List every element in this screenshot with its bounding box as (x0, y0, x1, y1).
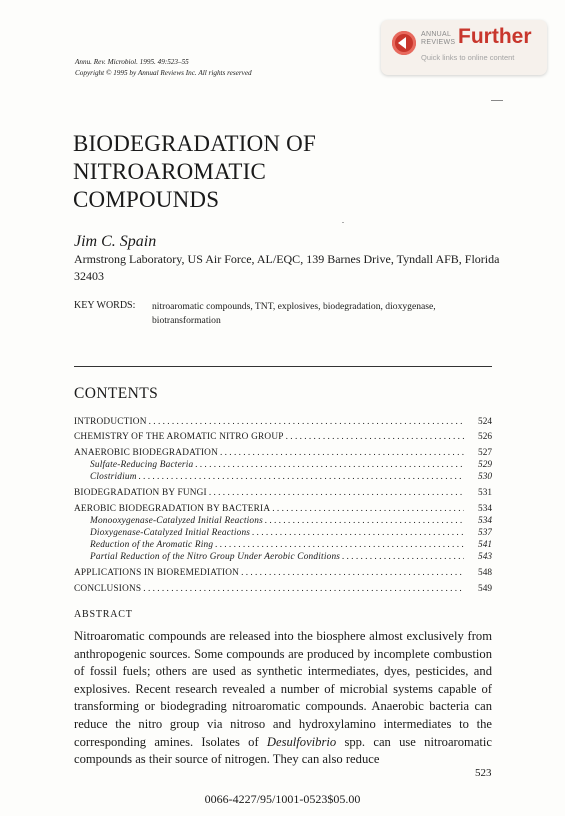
toc-leader-dots (340, 552, 464, 562)
toc-leader-dots (250, 528, 464, 538)
journal-citation: Annu. Rev. Microbiol. 1995. 49:523–55 (75, 58, 189, 66)
title-line: BIODEGRADATION OF (73, 131, 316, 156)
toc-leader-dots (147, 417, 464, 427)
article-code: 0066-4227/95/1001-0523$05.00 (204, 792, 361, 806)
annual-reviews-further-badge[interactable] (381, 20, 547, 75)
badge-reviews-text: REVIEWS (421, 39, 456, 46)
toc-item-page: 530 (478, 472, 492, 482)
journal-copyright: Copyright © 1995 by Annual Reviews Inc. All rights reserved (75, 69, 252, 77)
keywords-label: KEY WORDS: (74, 300, 136, 311)
toc-subitem-partial-reduction[interactable] (90, 552, 492, 564)
badge-annual-text: ANNUAL (421, 31, 452, 38)
toc-leader-dots (284, 432, 464, 442)
toc-item-page: 534 (478, 516, 492, 526)
title-line: NITROAROMATIC (73, 159, 266, 184)
toc-leader-dots (193, 460, 464, 470)
toc-leader-dots (213, 540, 464, 550)
toc-item-title: CHEMISTRY OF THE AROMATIC NITRO GROUP (74, 432, 284, 442)
abstract-text: Nitroaromatic compounds are released into the biosphere almost exclusively from anthropogenic sources. Some compounds are produced by incomplete combustion of fossil fuels; others are used as synthetic intermediates, dyes, pesticides, and explosives. Recent research revealed a number of microbial systems capable of transforming or biodegrading nitroaromatic compounds. Anaerobic bacteria can reduce the nitro group via nitroso and hydroxylamino intermediates to the corresponding amines. Isolates of (74, 629, 492, 749)
toc-leader-dots (218, 448, 464, 458)
toc-item-title: Partial Reduction of the Nitro Group Under Aerobic Conditions (90, 552, 341, 562)
toc-leader-dots (137, 472, 464, 482)
toc-item-page: 529 (478, 460, 492, 470)
toc-item-bioremediation[interactable] (74, 568, 492, 580)
title-line: COMPOUNDS (73, 187, 220, 212)
toc-item-title: ANAEROBIC BIODEGRADATION (74, 448, 218, 458)
toc-item-fungi[interactable] (74, 488, 492, 500)
page-number: 523 (475, 767, 492, 779)
toc-subitem-monooxygenase[interactable] (90, 516, 492, 528)
toc-item-title: CONCLUSIONS (74, 584, 142, 594)
toc-item-page: 534 (478, 504, 492, 514)
toc-item-conclusions[interactable] (74, 584, 492, 596)
toc-item-title: Reduction of the Aromatic Ring (90, 540, 214, 550)
toc-leader-dots (207, 488, 464, 498)
abstract-heading: ABSTRACT (74, 609, 133, 620)
toc-item-page: 543 (478, 552, 492, 562)
toc-item-title: Sulfate-Reducing Bacteria (90, 460, 194, 470)
toc-item-page: 524 (478, 417, 492, 427)
toc-item-page: 549 (478, 584, 492, 594)
toc-item-title: Monooxygenase-Catalyzed Initial Reactions (90, 516, 263, 526)
toc-item-title: Dioxygenase-Catalyzed Initial Reactions (90, 528, 251, 538)
badge-tagline: Quick links to online content (421, 53, 515, 62)
toc-item-title: BIODEGRADATION BY FUNGI (74, 488, 207, 498)
author-affiliation: Armstrong Laboratory, US Air Force, AL/EQC, 139 Barnes Drive, Tyndall AFB, Florida 32403 (74, 252, 500, 283)
abstract-paragraph (74, 628, 492, 769)
toc-leader-dots (270, 504, 464, 514)
toc-leader-dots (263, 516, 464, 526)
toc-subitem-ring-reduction[interactable] (90, 540, 492, 552)
abstract-body (74, 628, 492, 769)
arrow-left-icon (392, 31, 416, 55)
abstract-text-continued: spp. can use nitroaromatic compounds as their source of nitrogen. They can also reduce (74, 734, 492, 767)
toc-item-chemistry[interactable] (74, 432, 492, 444)
keywords-text: nitroaromatic compounds, TNT, explosives, biodegradation, dioxygenase, biotransformation (152, 301, 436, 326)
toc-item-page: 541 (478, 540, 492, 550)
toc-subitem-sulfate[interactable] (90, 460, 492, 472)
toc-item-page: 527 (478, 448, 492, 458)
section-divider (74, 366, 492, 367)
badge-further-text: Further (458, 25, 532, 48)
toc-leader-dots (239, 568, 464, 578)
toc-item-title: Clostridium (90, 472, 137, 482)
toc-subitem-clostridium[interactable] (90, 472, 492, 484)
toc-item-page: 526 (478, 432, 492, 442)
toc-subitem-dioxygenase[interactable] (90, 528, 492, 540)
toc-item-anaerobic[interactable] (74, 448, 492, 460)
author-name: Jim C. Spain (74, 233, 157, 250)
scan-mark (491, 100, 503, 101)
journal-reference (75, 57, 252, 79)
toc-item-page: 548 (478, 568, 492, 578)
toc-item-title: INTRODUCTION (74, 417, 147, 427)
toc-item-introduction[interactable] (74, 417, 492, 429)
toc-leader-dots (141, 584, 464, 594)
toc-item-page: 537 (478, 528, 492, 538)
scan-speck (342, 222, 344, 223)
contents-heading: CONTENTS (74, 385, 159, 402)
abstract-genus-name: Desulfovibrio (266, 734, 337, 749)
toc-item-aerobic[interactable] (74, 504, 492, 516)
toc-item-title: APPLICATIONS IN BIOREMEDIATION (74, 568, 240, 578)
toc-item-page: 531 (478, 488, 492, 498)
article-title (73, 130, 316, 214)
toc-item-title: AEROBIC BIODEGRADATION BY BACTERIA (74, 504, 271, 514)
